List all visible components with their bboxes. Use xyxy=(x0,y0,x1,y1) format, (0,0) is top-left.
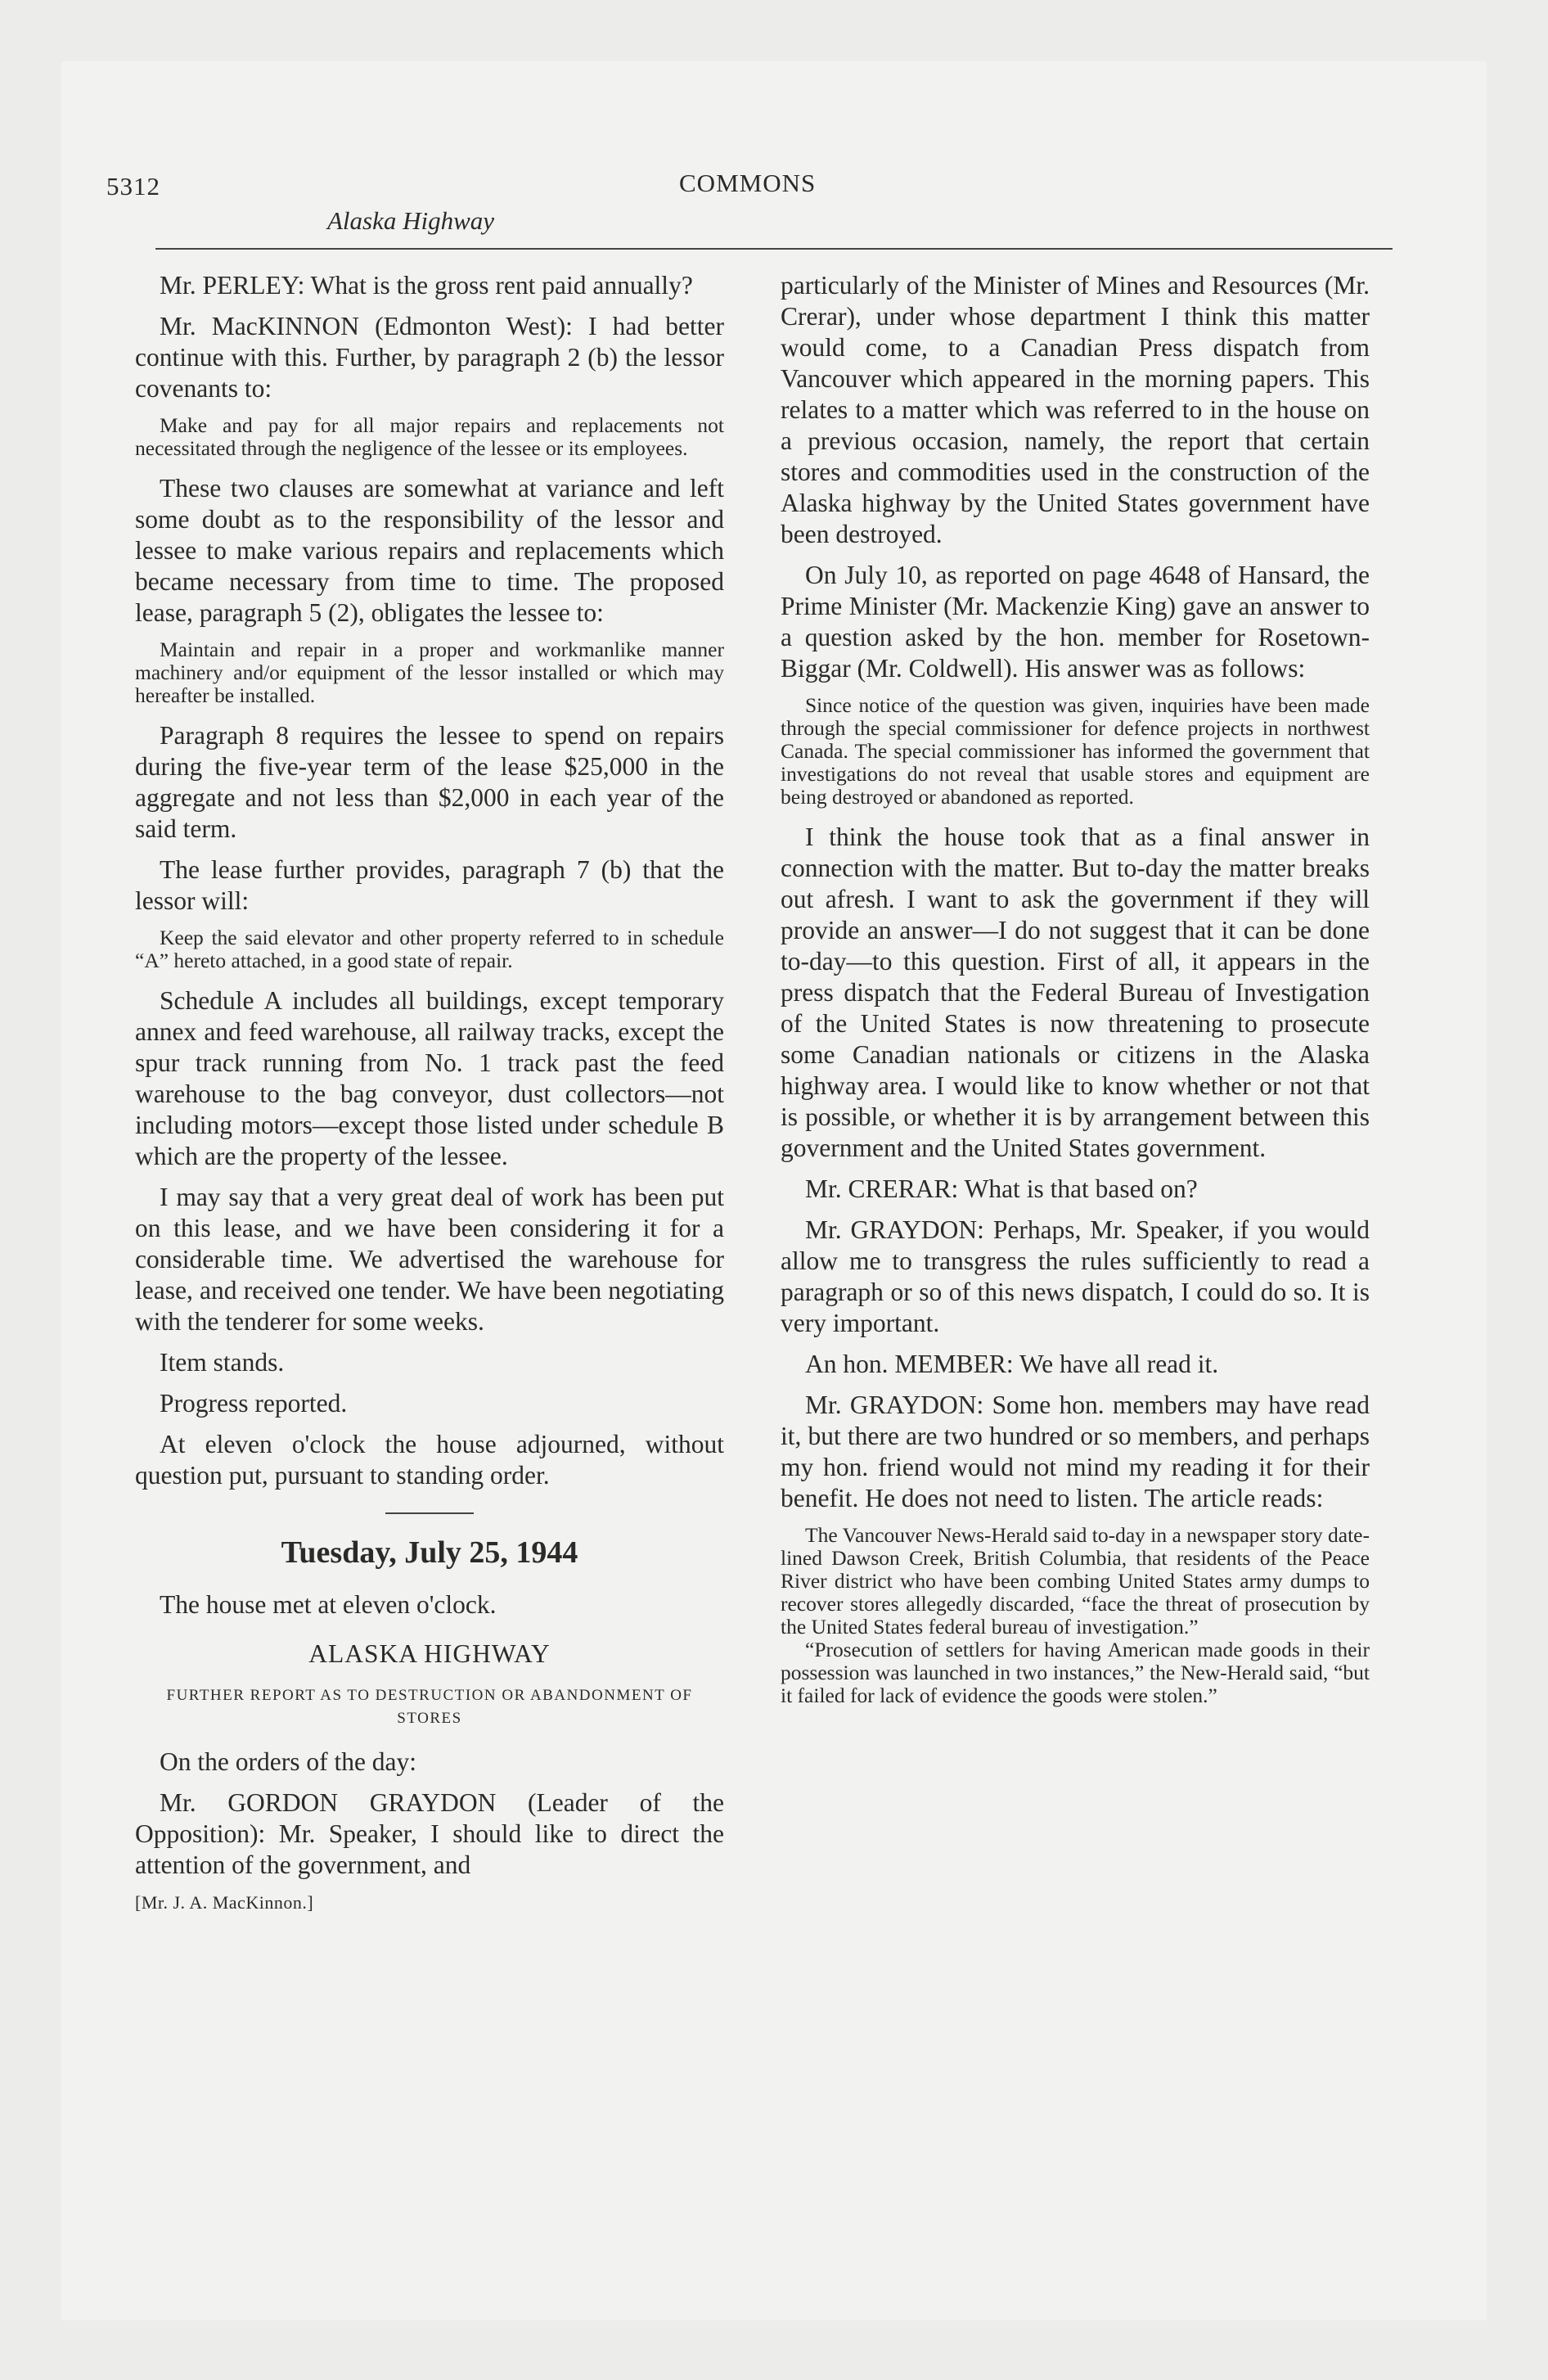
date-heading: Tuesday, July 25, 1944 xyxy=(281,1535,578,1570)
right-column xyxy=(781,270,1370,1720)
quoted-text: Maintain and repair in a proper and workmanlike manner machinery and/or equipment of the lessor installed or which may hereafter be installed. xyxy=(135,638,724,707)
paragraph: I may say that a very great deal of work has been put on this lease, and we have been considering it for a considerable time. We advertised the warehouse for lease, and received one tender. We have been negotiating with the tenderer for some weeks. xyxy=(135,1183,724,1336)
section-subheading: FURTHER REPORT AS TO DESTRUCTION OR ABANDONMENT OF STORES xyxy=(166,1687,693,1727)
page-number: 5312 xyxy=(106,172,160,201)
quoted-text: Keep the said elevator and other property referred to in schedule “A” hereto attached, in a good state of repair. xyxy=(135,926,724,972)
paragraph: On July 10, as reported on page 4648 of Hansard, the Prime Minister (Mr. Mackenzie King) gave an answer to a question asked by the hon. member for Rosetown-Biggar (Mr. Coldwell). His answer was as follows: xyxy=(781,561,1370,683)
page-header-subtitle: Alaska Highway xyxy=(327,206,495,235)
paragraph: At eleven o'clock the house adjourned, without question put, pursuant to standing order. xyxy=(135,1430,724,1490)
paragraph: Schedule A includes all buildings, except temporary annex and feed warehouse, all railway tracks, except the spur track running from No. 1 track past the feed warehouse to the bag conveyor, dust collectors—not including motors—except those listed under schedule B which are the property of the lessee. xyxy=(135,986,724,1170)
paragraph: The lease further provides, paragraph 7 (b) that the lessor will: xyxy=(135,855,724,915)
paragraph: Mr. GRAYDON: Some hon. members may have read it, but there are two hundred or so members, and perhaps my hon. friend would not mind my reading it for their benefit. He does not need to listen. The article reads: xyxy=(781,1391,1370,1512)
paragraph: Mr. MacKINNON (Edmonton West): I had better continue with this. Further, by paragraph 2 (b) the lessor covenants to: xyxy=(135,312,724,403)
paragraph: Progress reported. xyxy=(160,1389,348,1418)
quoted-text: Since notice of the question was given, inquiries have been made through the special commissioner for defence projects in northwest Canada. The special commissioner has informed the government that investigations do not reveal that usable stores and equipment are being destroyed or abandoned as reported. xyxy=(781,693,1370,809)
paragraph: The house met at eleven o'clock. xyxy=(160,1590,497,1619)
quoted-text: The Vancouver News-Herald said to-day in a newspaper story date-lined Dawson Creek, British Columbia, that residents of the Peace River district who have been combing United States army dumps to recover stores allegedly discarded, “face the threat of prosecution by the United States federal bureau of investigation.” xyxy=(781,1523,1370,1639)
page-header-title: COMMONS xyxy=(679,169,817,197)
paragraph: Mr. GRAYDON: Perhaps, Mr. Speaker, if you would allow me to transgress the rules sufficiently to read a paragraph or so of this news dispatch, I could do so. It is very important. xyxy=(781,1215,1370,1337)
paragraph: Mr. PERLEY: What is the gross rent paid annually? xyxy=(160,271,693,300)
paragraph: I think the house took that as a final answer in connection with the matter. But to-day the matter breaks out afresh. I want to ask the government if they will provide an answer—I do not suggest that it can be done to-day—to this question. First of all, it appears in the press dispatch that the Federal Bureau of Investigation of the United States is now threatening to prosecute some Canadian nationals or citizens in the Alaska highway area. I would like to know whether or not that is possible, or whether it is by arrangement between this government and the United States government. xyxy=(781,823,1370,1162)
paragraph: These two clauses are somewhat at variance and left some doubt as to the responsibility of the lessor and lessee to make various repairs and replacements which became necessary from time to time. The proposed lease, paragraph 5 (2), obligates the lessee to: xyxy=(135,474,724,627)
speaker-footnote: [Mr. J. A. MacKinnon.] xyxy=(135,1892,314,1913)
section-divider xyxy=(385,1512,474,1514)
paragraph: Mr. GORDON GRAYDON (Leader of the Opposition): Mr. Speaker, I should like to direct the attention of the government, and xyxy=(135,1788,724,1879)
quoted-text: “Prosecution of settlers for having American made goods in their possession was launched in two instances,” the New-Herald said, “but it failed for lack of evidence the goods were stolen.” xyxy=(781,1638,1370,1707)
section-title: ALASKA HIGHWAY xyxy=(308,1639,551,1668)
paragraph: Mr. CRERAR: What is that based on? xyxy=(805,1174,1198,1203)
paragraph: An hon. MEMBER: We have all read it. xyxy=(805,1350,1219,1378)
paragraph: particularly of the Minister of Mines and Resources (Mr. Crerar), under whose department I think this matter would come, to a Canadian Press dispatch from Vancouver which appeared in the morning papers. This relates to a matter which was referred to in the house on a previous occasion, namely, the report that certain stores and commodities used in the construction of the Alaska highway by the United States government have been destroyed. xyxy=(781,271,1370,548)
header-rule xyxy=(155,248,1393,250)
quoted-text: Make and pay for all major repairs and replacements not necessitated through the negligence of the lessee or its employees. xyxy=(135,413,724,460)
paragraph: Paragraph 8 requires the lessee to spend on repairs during the five-year term of the lease $25,000 in the aggregate and not less than $2,000 in each year of the said term. xyxy=(135,721,724,843)
paragraph: Item stands. xyxy=(160,1348,285,1377)
paragraph: On the orders of the day: xyxy=(160,1747,417,1776)
left-column xyxy=(135,270,724,1915)
